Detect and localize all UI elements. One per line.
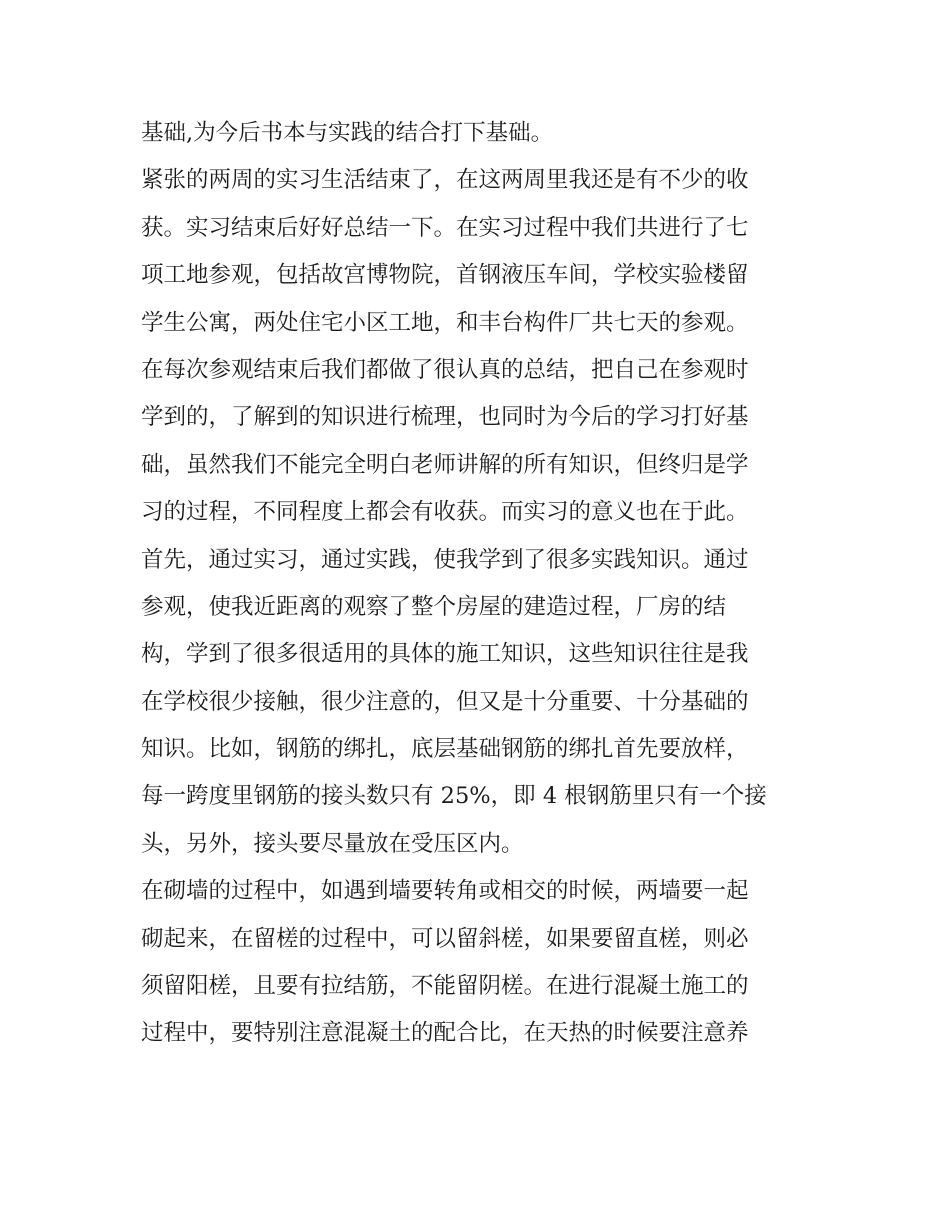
text-line: 过程中，要特别注意混凝土的配合比，在天热的时候要注意养 bbox=[141, 1020, 749, 1047]
text-line: 紧张的两周的实习生活结束了，在这两周里我还是有不少的收 bbox=[141, 167, 749, 194]
text-line: 习的过程，不同程度上都会有收获。而实习的意义也在于此。 bbox=[141, 499, 749, 526]
text-line: 在每次参观结束后我们都做了很认真的总结，把自己在参观时 bbox=[141, 356, 749, 383]
text-line: 在砌墙的过程中，如遇到墙要转角或相交的时候，两墙要一起 bbox=[141, 878, 749, 905]
text-line: 础，虽然我们不能完全明白老师讲解的所有知识，但终归是学 bbox=[141, 451, 749, 478]
text-line: 基础,为今后书本与实践的结合打下基础。 bbox=[141, 120, 554, 146]
text-line: 须留阳槎，且要有拉结筋，不能留阴槎。在进行混凝土施工的 bbox=[141, 973, 749, 1000]
text-line: 参观，使我近距离的观察了整个房屋的建造过程，厂房的结 bbox=[141, 593, 727, 620]
text-line: 学到的，了解到的知识进行梳理，也同时为今后的学习打好基 bbox=[141, 404, 749, 431]
text-line: 学生公寓，两处住宅小区工地，和丰台构件厂共七天的参观。 bbox=[141, 309, 749, 336]
text-line: 知识。比如，钢筋的绑扎，底层基础钢筋的绑扎首先要放样， bbox=[141, 736, 749, 763]
text-line: 砌起来，在留槎的过程中，可以留斜槎，如果要留直槎，则必 bbox=[141, 925, 749, 952]
text-line: 项工地参观，包括故宫博物院，首钢液压车间，学校实验楼留 bbox=[141, 262, 749, 289]
text-line: 首先，通过实习，通过实践，使我学到了很多实践知识。通过 bbox=[141, 546, 749, 573]
body-text bbox=[141, 110, 813, 1058]
text-line: 构，学到了很多很适用的具体的施工知识，这些知识往往是我 bbox=[141, 641, 749, 668]
text-line: 头，另外，接头要尽量放在受压区内。 bbox=[141, 830, 524, 857]
text-line: 获。实习结束后好好总结一下。在实习过程中我们共进行了七 bbox=[141, 214, 749, 241]
text-line: 在学校很少接触，很少注意的，但又是十分重要、十分基础的 bbox=[141, 688, 749, 715]
text-line: 每一跨度里钢筋的接头数只有 25%，即 4 根钢筋里只有一个接 bbox=[141, 783, 767, 810]
